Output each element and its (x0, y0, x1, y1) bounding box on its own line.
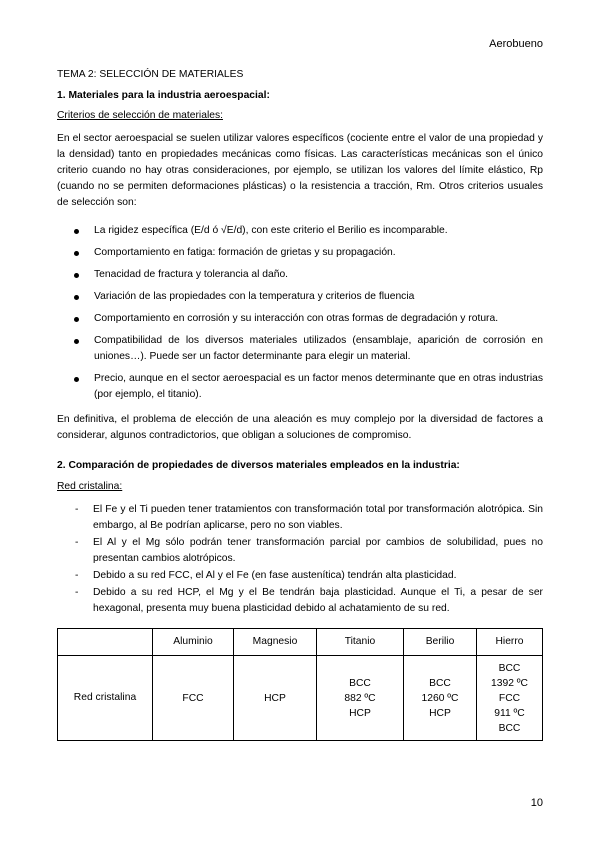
section1-heading: 1. Materiales para la industria aeroespacial: (57, 90, 270, 101)
section2-subheading: Red cristalina: (57, 481, 123, 492)
table-row (58, 656, 543, 741)
table-header-cell: Berilio (404, 629, 477, 656)
dash-icon: - (75, 587, 79, 598)
table-header-row (58, 629, 543, 656)
berilio-cell: BCC 1260 ºC HCP (404, 656, 477, 741)
section1-conclusion: En definitiva, el problema de elección de una aleación es muy complejo por la diversidad de factores a considerar, algunos contradictorios, que obligan a soluciones de compromiso. (57, 414, 543, 441)
dash-icon: - (75, 570, 79, 581)
criteria-list (57, 223, 543, 403)
section1-subheading: Criterios de selección de materiales: (57, 110, 223, 121)
crystal-notes-list (57, 502, 543, 617)
list-item: - Debido a su red HCP, el Mg y el Be tendrán baja plasticidad. Aunque el Ti, a pesar de ser hexagonal, presenta muy buena plasticidad debido al achatamiento de su red. (75, 587, 543, 614)
list-item: Variación de las propiedades con la temperatura y criterios de fluencia (57, 289, 543, 305)
bullet-icon (74, 273, 79, 278)
table-header-cell: Hierro (477, 629, 543, 656)
list-item: - El Al y el Mg sólo podrán tener transformación parcial por cambios de solubilidad, pues no presentan cambios alotrópicos. (75, 537, 543, 564)
bullet-icon (74, 295, 79, 300)
bullet-icon (74, 377, 79, 382)
list-item: Comportamiento en fatiga: formación de grietas y su propagación. (57, 245, 543, 261)
list-item: Tenacidad de fractura y tolerancia al daño. (57, 267, 543, 283)
section1-intro: En el sector aeroespacial se suelen utilizar valores específicos (cociente entre el valor de una propiedad y la densidad) tanto en propiedades mecánicas como físicas. Las características mecánicas son el único criterio cuando no hay otras consideraciones, por ejemplo, se utilizan los valores del límite elástico, Rp (cuando no se permiten deformaciones plásticas) o la resistencia a tracción, Rm. Otros criterios usuales de selección son: (57, 133, 543, 208)
magnesio-cell: HCP (234, 656, 317, 741)
list-item: - Debido a su red FCC, el Al y el Fe (en fase austenítica) tendrán alta plasticidad. (57, 568, 543, 584)
bullet-icon (74, 317, 79, 322)
table-header-cell (58, 629, 153, 656)
list-item: La rigidez específica (E/d ó √E/d), con este criterio el Berilio es incomparable. (57, 223, 543, 239)
topic-title: TEMA 2: SELECCIÓN DE MATERIALES (57, 69, 244, 80)
table-header-cell: Aluminio (153, 629, 234, 656)
hierro-cell: BCC 1392 ºC FCC 911 ºC BCC (477, 656, 543, 741)
page-number: 10 (530, 797, 543, 809)
dash-icon: - (75, 537, 79, 548)
bullet-icon (74, 251, 79, 256)
bullet-icon (74, 339, 79, 344)
list-item: - El Fe y el Ti pueden tener tratamientos con transformación total por transformación alotrópica. Sin embargo, al Be podrían aplicarse, pero no son viables. (75, 504, 543, 531)
list-item: Precio, aunque en el sector aeroespacial es un factor menos determinante que en otras industrias (por ejemplo, el titanio). (57, 371, 543, 403)
materials-table (57, 628, 543, 741)
titanio-cell: BCC 882 ºC HCP (317, 656, 404, 741)
bullet-icon (74, 229, 79, 234)
aluminio-cell: FCC (153, 656, 234, 741)
list-item: Compatibilidad de los diversos materiales utilizados (ensamblaje, aparición de corrosión en uniones…). Puede ser un factor determinante para elegir un material. (57, 333, 543, 365)
row-label-cell: Red cristalina (58, 656, 153, 741)
table-header-cell: Titanio (317, 629, 404, 656)
list-item: Comportamiento en corrosión y su interacción con otras formas de degradación y rotura. (57, 311, 543, 327)
dash-icon: - (75, 504, 79, 515)
section2-heading: 2. Comparación de propiedades de diversos materiales empleados en la industria: (57, 460, 460, 471)
table-header-cell: Magnesio (234, 629, 317, 656)
document-header: Aerobueno (489, 38, 543, 50)
